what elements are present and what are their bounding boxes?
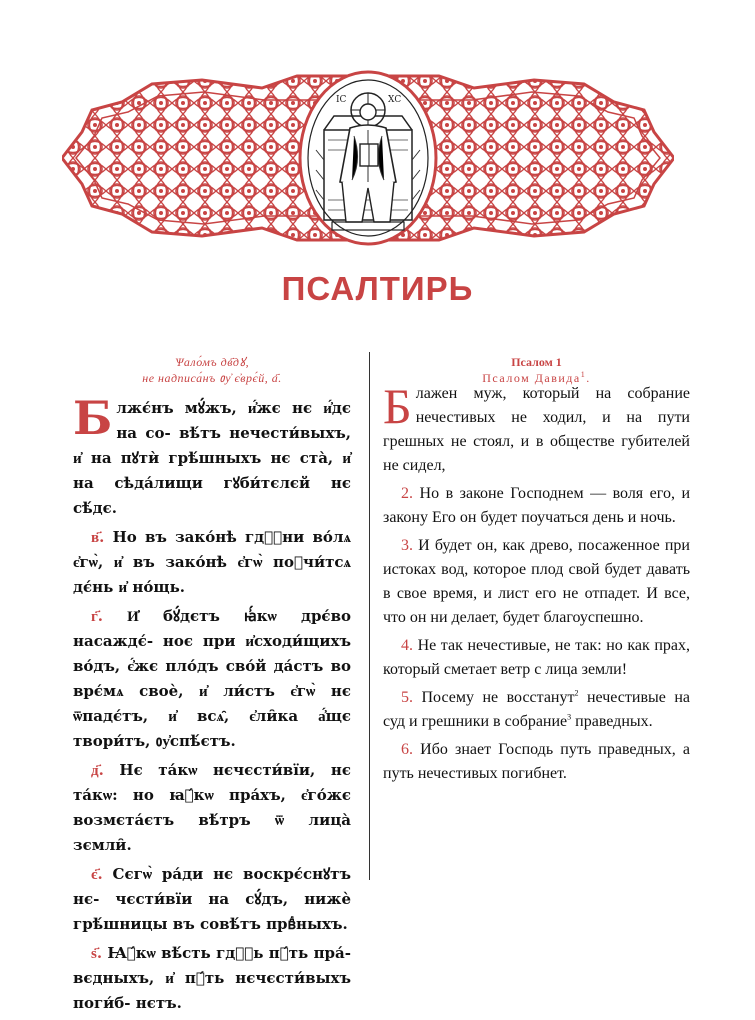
slavonic-verse-text: Нє та́кѡ нєчєсти́вїи, нє та́кѡ: но ꙗ҆́кѡ пра́хъ, є҆го́жє возмєта́єтъ вѣ́тръ ѿ лица̀ зємли̑. [73, 761, 351, 854]
russian-column [383, 354, 690, 790]
slavonic-verse-text: Сєгѡ̀ ра́ди нє воскрє́снꙋтъ нє- чєсти́вїи на сꙋ́дъ, нижѐ грѣ́шницы въ совѣ́тъ првⷣныхъ. [73, 865, 351, 933]
slavonic-verses [73, 391, 352, 1016]
slavonic-verse-2 [73, 525, 351, 600]
verse-number: д҃. [91, 761, 104, 779]
pantocrator-ornament-icon [62, 70, 674, 246]
verse-number: г҃. [91, 607, 104, 625]
verse-number: в҃. [91, 528, 105, 546]
psalm-subtitle: Псалом Давида$^1$. [482, 370, 591, 385]
slavonic-verse-text: лжє́нъ мꙋ́жъ, и҆́жє нє и҆́дє на со- вѣ́тъ нечести́выхъ, и҆ на пꙋтѝ грѣ́шныхъ нє ста̀, и҆ на сѣда́лищи гꙋби́тєлєй нє сѣ́дє. [73, 399, 351, 517]
footnote-marker: 3 [567, 712, 572, 722]
verse-number: 3. [401, 537, 413, 554]
verse-number: є҃. [91, 865, 103, 883]
svg-text:ХС: ХС [388, 95, 402, 105]
verse-number: 5. [401, 689, 413, 706]
russian-verse-3 [383, 534, 690, 630]
russian-verse-text: Но в законе Господнем — воля его, и закону Его он будет поучаться день и ночь. [383, 485, 691, 526]
russian-verse-text: И будет он, как древо, посаженное при истоках вод, которое плод свой будет давать в свое время, и лист его не отпадет. И все, что он ни делает, будет благоуспешно. [383, 537, 690, 626]
slavonic-verse-1 [73, 391, 351, 521]
russian-verse-text: праведных. [571, 713, 653, 730]
russian-verse-4 [383, 634, 690, 682]
page-title: ПСАЛТИРЬ [281, 270, 474, 307]
svg-text:ІС: ІС [336, 95, 347, 105]
russian-verse-text: лажен муж, который на собрание нечестивых не ходил, и на пути грешных не стоял, и в обществе губителей не сидел, [383, 385, 690, 474]
slavonic-verse-5 [73, 862, 351, 937]
russian-verse-5 [383, 686, 690, 734]
slavonic-verse-3 [73, 604, 351, 754]
footnote-marker: 1 [580, 370, 587, 379]
slavonic-verse-6 [73, 941, 351, 1016]
slavonic-heading [73, 354, 351, 386]
verse-number: 6. [401, 741, 413, 758]
slavonic-verse-text: И҆ бꙋ́дєтъ ꙗ҆́кѡ дрє́во насаждє́- ноє при и҆сходи́щихъ во́дъ, є҆́жє пло́дъ сво́й да́стъ во врє́мѧ своѐ, и҆ ли́стъ є҆гѡ̀ нє ѿпадє́тъ, и҆ всѧ̑, є҆ли̑ка а҆́щє твори́тъ, ᲂу҆спѣ́єтъ. [73, 607, 351, 750]
footnote-marker: 2 [574, 688, 579, 698]
column-divider [369, 352, 370, 880]
slavonic-heading-line1: Ѱало́мъ дв҃дꙋ, [174, 355, 250, 369]
russian-verse-text: нечестивые на суд и грешники в собрание [383, 689, 690, 730]
russian-verse-text: Не так нечестивые, не так: но как прах, который сметает ветр с лица земли! [383, 637, 690, 678]
slavonic-verse-4 [73, 758, 351, 858]
slavonic-heading-line2: не надписа́нъ ᲂу҆ є҆врє́й, а҃. [142, 371, 282, 385]
russian-verse-text: Ибо знает Господь путь праведных, а путь нечестивых погибнет. [383, 741, 691, 782]
russian-verse-text: Посему не восстанут [421, 689, 575, 706]
psalm-subtitle-text: Псалом Давида [482, 371, 581, 385]
russian-verse-6 [383, 738, 690, 786]
verse-number: 2. [401, 485, 413, 502]
slavonic-dropcap: Б [73, 391, 113, 445]
slavonic-verse-text: Ꙗ҆́кѡ вѣ́сть гдⷭ҇ь пꙋ́ть пра́- вєдныхъ, и҆ пꙋ́ть нєчєсти́выхъ поги́б- нєтъ. [73, 944, 351, 1012]
verse-number: 4. [401, 637, 413, 654]
psalm-number-heading: Псалом 1 [511, 355, 562, 369]
slavonic-column [73, 354, 351, 1020]
verse-number: ѕ҃. [91, 944, 103, 962]
slavonic-verse-text: Но въ зако́нѣ гдⷭ҇ни во́лѧ є҆гѡ̀, и҆ въ зако́нѣ є҆гѡ̀ поꙋчи́тсѧ дє́нь и҆ но́щь. [73, 528, 352, 596]
russian-verse-2 [383, 482, 690, 530]
russian-dropcap: Б [383, 378, 412, 434]
